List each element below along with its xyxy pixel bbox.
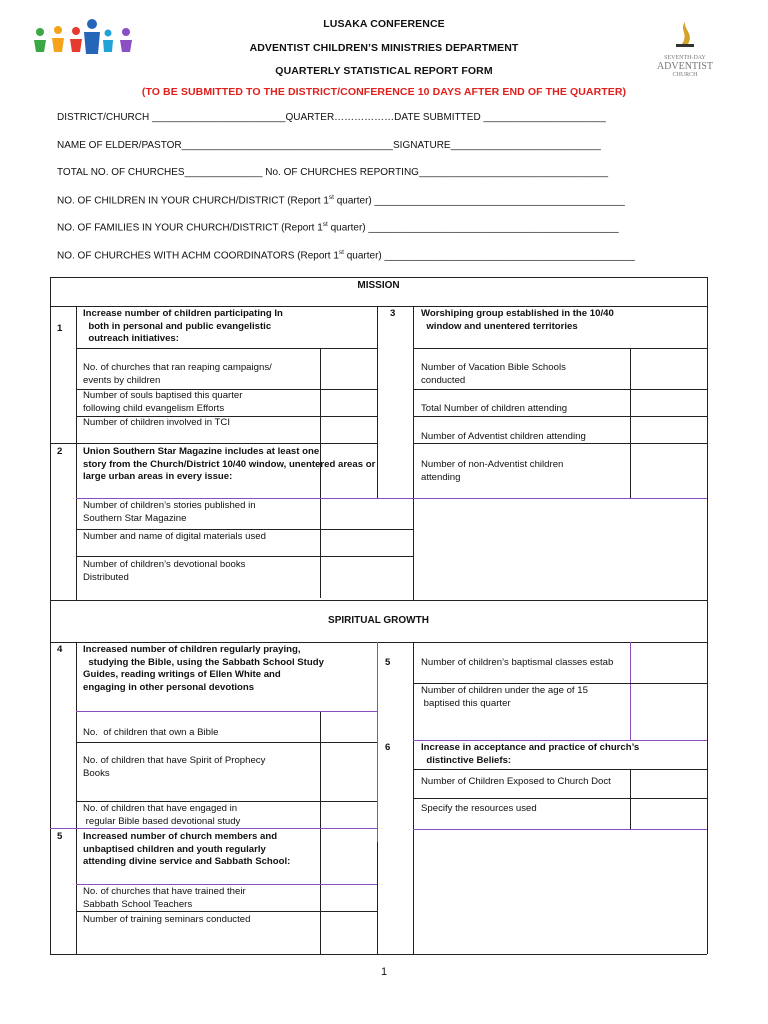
logo-line-2: ADVENTIST [656, 61, 714, 72]
indicator-label: Number of children’s devotional books Distributed [83, 559, 246, 583]
indicator-label: Number of Vacation Bible Schools conducted [421, 362, 566, 386]
indicator-label: No. of churches that have trained their Sabbath School Teachers [83, 886, 246, 910]
coordinators-blank: quarter) _____________________________________________ [343, 250, 635, 262]
families-label: NO. OF FAMILIES IN YOUR CHURCH/DISTRICT (Report 1 [57, 222, 323, 234]
goal-number: 3 [390, 308, 396, 319]
goal-number: 5 [385, 657, 391, 668]
goal-text: Increase in acceptance and practice of church’s distinctive Beliefs: [421, 742, 640, 766]
table-rule [377, 842, 378, 954]
goal-number: 2 [57, 446, 63, 457]
table-rule [76, 642, 77, 954]
table-rule [707, 277, 708, 954]
table-rule [76, 498, 413, 499]
indicator-label: Number of children involved in TCI [83, 417, 230, 428]
table-rule [76, 801, 377, 802]
indicator-label: No. of children that own a Bible [83, 727, 219, 738]
indicator-label: Number of children’s stories published in Southern Star Magazine [83, 500, 256, 524]
children-blank: quarter) _____________________________________________ [333, 195, 625, 207]
table-rule [413, 829, 707, 830]
table-rule [76, 556, 413, 557]
table-rule [413, 498, 414, 600]
indicator-label: Number of children’s baptismal classes estab [421, 657, 614, 668]
superscript: st [328, 194, 334, 201]
indicator-label: Number of Adventist children attending [421, 431, 586, 442]
families-blank: quarter) _____________________________________________ [327, 222, 619, 234]
indicator-label: Number of Children Exposed to Church Doct [421, 776, 611, 787]
indicator-label: No. of churches that ran reaping campaigns/ events by children [83, 362, 272, 386]
table-rule [50, 443, 377, 444]
form-title: QUARTERLY STATISTICAL REPORT FORM [275, 65, 493, 77]
table-rule [630, 769, 631, 829]
submission-notice: (TO BE SUBMITTED TO THE DISTRICT/CONFERENCE 10 DAYS AFTER END OF THE QUARTER) [141, 86, 627, 98]
families-field[interactable] [57, 221, 619, 233]
indicator-label: No. of children that have engaged in regular Bible based devotional study [83, 803, 241, 827]
table-rule [413, 306, 414, 498]
table-rule [413, 348, 707, 349]
indicator-label: Number of souls baptised this quarter following child evangelism Efforts [83, 390, 243, 414]
goal-text: Increased number of children regularly praying, studying the Bible, using the Sabbath School Study Guides, reading writings of Ellen White and engaging in other personal devotions [83, 644, 324, 693]
table-rule [76, 711, 377, 712]
goal-text: Union Southern Star Magazine includes at least one story from the Church/District 10/40 window, unentered areas or large urban areas in every issue: [83, 446, 376, 483]
table-rule [50, 600, 707, 601]
goal-text: Increase number of children participating In both in personal and public evangelistic outreach initiatives: [83, 308, 283, 345]
logo-line-1: SEVENTH-DAY [664, 55, 706, 61]
table-rule [377, 306, 378, 498]
indicator-label: No. of children that have Spirit of Prophecy Books [83, 755, 266, 779]
table-rule [76, 529, 413, 530]
table-rule [413, 740, 707, 741]
children-field[interactable] [57, 194, 625, 206]
goal-number: 4 [57, 644, 63, 655]
goal-number: 1 [57, 323, 63, 334]
indicator-label: Specify the resources used [421, 803, 537, 814]
table-rule [413, 769, 707, 770]
department-title: ADVENTIST CHILDREN’S MINISTRIES DEPARTMENT [249, 42, 519, 54]
table-rule [630, 348, 631, 498]
district-field[interactable]: DISTRICT/CHURCH ________________________QUARTER………………DATE SUBMITTED ______________________ [57, 112, 606, 123]
section-mission: MISSION [357, 280, 400, 291]
goal-number: 6 [385, 742, 391, 753]
indicator-label: Total Number of children attending [421, 403, 568, 414]
logo-line-3: CHURCH [672, 72, 698, 78]
children-label: NO. OF CHILDREN IN YOUR CHURCH/DISTRICT (Report 1 [57, 195, 329, 207]
indicator-label: Number of non-Adventist children attending [421, 459, 564, 483]
table-rule [630, 642, 631, 740]
table-rule [413, 416, 707, 417]
table-rule [413, 798, 707, 799]
table-rule [377, 642, 378, 842]
table-rule [413, 498, 707, 499]
indicator-label: Number and name of digital materials used [83, 531, 266, 542]
indicator-label: Number of training seminars conducted [83, 914, 251, 925]
table-rule [76, 884, 377, 885]
elder-field[interactable]: NAME OF ELDER/PASTOR______________________________________SIGNATURE___________________________ [57, 140, 601, 151]
superscript: st [338, 249, 344, 256]
section-spiritual-growth: SPIRITUAL GROWTH [328, 615, 429, 626]
coordinators-label: NO. OF CHURCHES WITH ACHM COORDINATORS (Report 1 [57, 250, 339, 262]
goal-number: 5 [57, 831, 63, 842]
goal-text: Worshiping group established in the 10/40 window and unentered territories [421, 308, 614, 332]
churches-field[interactable]: TOTAL NO. OF CHURCHES______________ No. OF CHURCHES REPORTING__________________________________ [57, 167, 609, 178]
indicator-label: Number of children under the age of 15 baptised this quarter [421, 685, 588, 709]
table-rule [50, 277, 707, 278]
table-rule [50, 306, 707, 307]
goal-text: Increased number of church members and unbaptised children and youth regularly attending divine service and Sabbath School: [83, 831, 291, 868]
table-rule [50, 954, 707, 955]
superscript: st [322, 221, 328, 228]
table-rule [413, 683, 707, 684]
table-rule [76, 348, 377, 349]
conference-title: LUSAKA CONFERENCE [323, 18, 445, 30]
table-rule [320, 711, 321, 954]
coordinators-field[interactable] [57, 249, 635, 261]
page-number: 1 [380, 966, 388, 978]
table-rule [413, 389, 707, 390]
table-rule [50, 642, 707, 643]
table-rule [76, 742, 377, 743]
